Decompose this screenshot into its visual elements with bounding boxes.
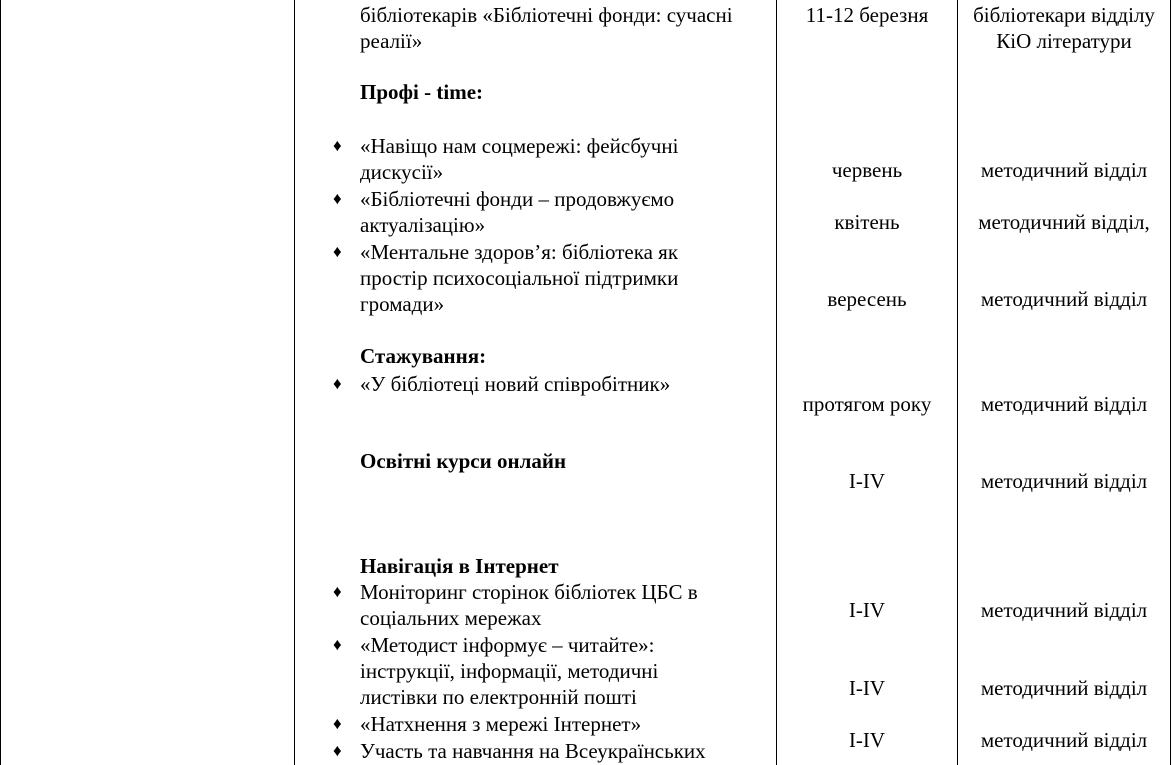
profi-item-3-date: вересень [827,287,907,311]
table-column-divider-1 [294,0,295,765]
table-border-right [1170,0,1171,765]
staz-item-responsible: методичний відділ [980,392,1148,416]
nav-item-3-responsible: методичний відділ [980,728,1148,752]
profi-item-2-line-2: актуалізацію» [360,213,486,237]
intro-responsible-line-1: бібліотекари відділу [973,3,1155,27]
staz-item-date: протягом року [802,392,932,416]
profi-item-3-responsible: методичний відділ [980,287,1148,311]
intro-text-line-1: бібліотекарів «Бібліотечні фонди: сучасні [360,3,733,27]
diamond-bullet-icon: ♦ [333,714,342,733]
table-border-left [0,0,1,765]
profi-item-1-line-2: дискусії» [360,160,444,184]
nav-item-2-line-1: «Методист інформує – читайте»: [360,633,655,657]
intro-date: 11-12 березня [805,3,929,27]
diamond-bullet-icon: ♦ [333,189,342,208]
nav-item-3-line-1: «Натхнення з мережі Інтернет» [360,712,642,736]
profi-item-3-line-1: «Ментальне здоров’я: бібліотека як [360,240,679,264]
section-heading-stazhuvannia: Стажування: [360,344,487,368]
profi-item-1-line-1: «Навіщо нам соцмережі: фейсбучні [360,134,679,158]
nav-item-2-responsible: методичний відділ [980,676,1148,700]
intro-text-line-2: реалії» [360,29,423,53]
nav-item-2-line-3: листівки по електронній пошті [360,685,637,709]
nav-item-1-line-1: Моніторинг сторінок бібліотек ЦБС в [360,580,698,604]
nav-item-2-line-2: інструкції, інформації, методичні [360,659,659,683]
diamond-bullet-icon: ♦ [333,582,342,601]
nav-item-4-line-1: Участь та навчання на Всеукраїнських [360,739,706,763]
profi-item-2-line-1: «Бібліотечні фонди – продовжуємо [360,187,675,211]
profi-item-2-responsible: методичний відділ, [978,210,1150,234]
table-column-divider-3 [957,0,958,765]
section-heading-profi-time: Профі - time: [360,80,484,104]
table-column-divider-2 [776,0,777,765]
diamond-bullet-icon: ♦ [333,741,342,760]
diamond-bullet-icon: ♦ [333,136,342,155]
profi-item-3-line-3: громади» [360,292,445,316]
diamond-bullet-icon: ♦ [333,242,342,261]
profi-item-1-date: червень [831,158,903,182]
section-heading-online-courses: Освітні курси онлайн [360,449,567,473]
nav-item-1-date: I-IV [848,598,886,622]
diamond-bullet-icon: ♦ [333,374,342,393]
profi-item-1-responsible: методичний відділ [980,158,1148,182]
courses-date: I-IV [848,469,886,493]
nav-item-3-date: I-IV [848,728,886,752]
staz-item-line: «У бібліотеці новий співробітник» [360,372,671,396]
nav-item-1-line-2: соціальних мережах [360,606,542,630]
nav-item-1-responsible: методичний відділ [980,598,1148,622]
diamond-bullet-icon: ♦ [333,635,342,654]
profi-item-3-line-2: простір психосоціальної підтримки [360,266,679,290]
intro-responsible-line-2: КіО літератури [996,29,1132,53]
courses-responsible: методичний відділ [980,469,1148,493]
section-heading-internet-navigation: Навігація в Інтернет [360,554,559,578]
nav-item-2-date: I-IV [848,676,886,700]
profi-item-2-date: квітень [834,210,900,234]
